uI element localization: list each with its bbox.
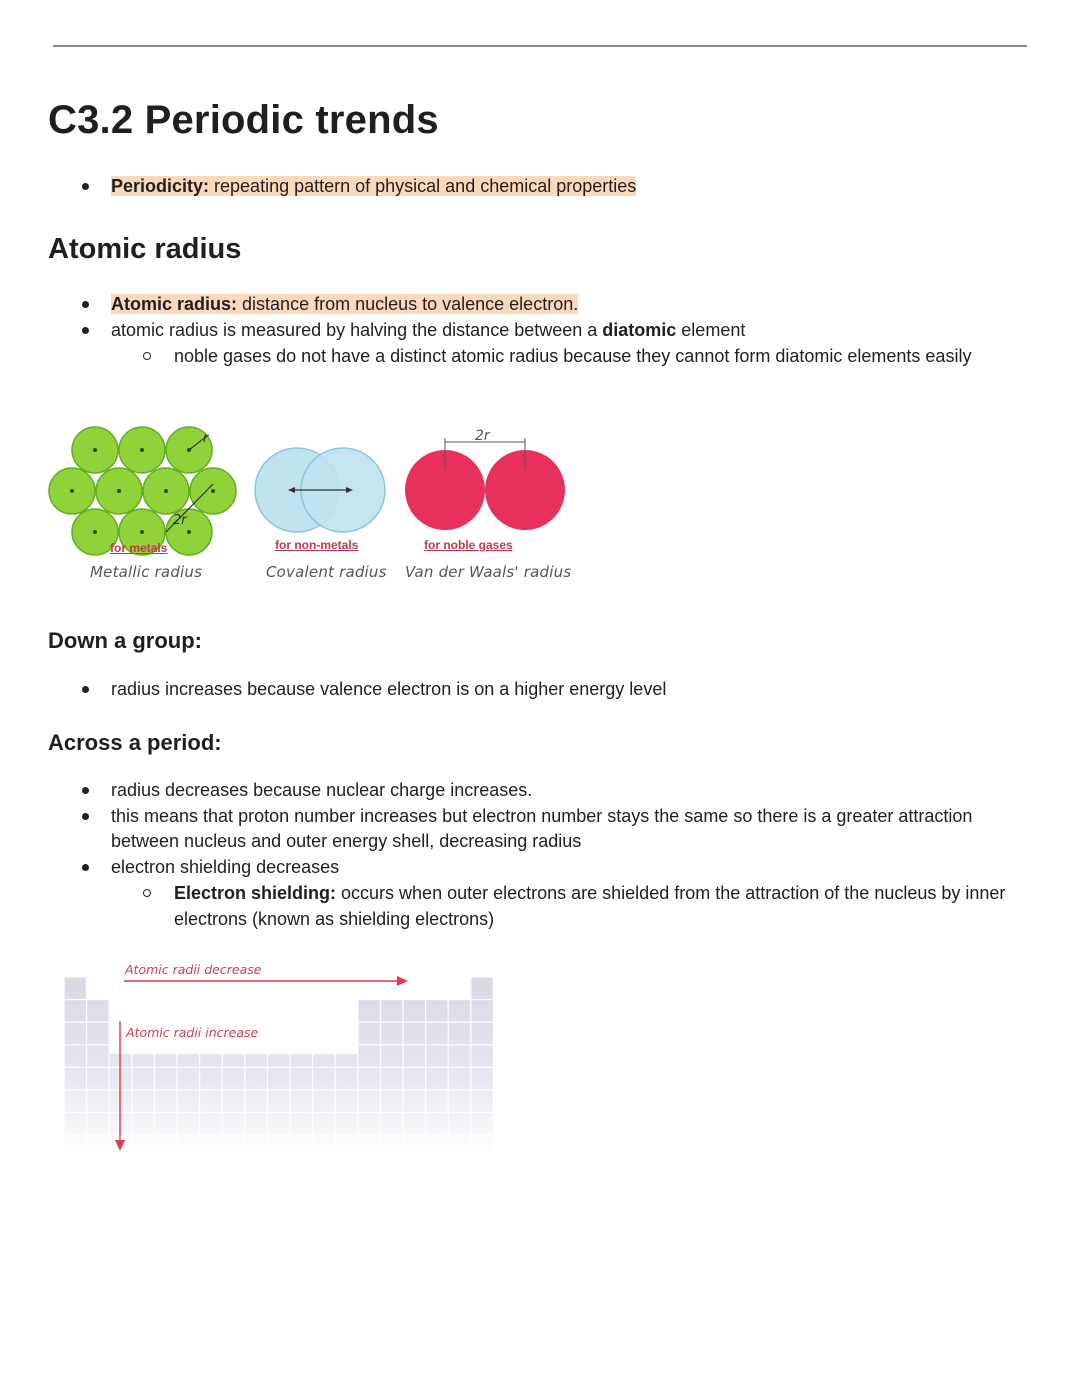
bold-diatomic: diatomic [602, 319, 677, 340]
across-period-sublist [174, 881, 1044, 932]
label-metallic-radius: Metallic radius [90, 563, 203, 581]
label-covalent-radius: Covalent radius [266, 563, 387, 581]
heading-atomic-radius: Atomic radius [48, 233, 242, 265]
atomic-radius-list [111, 292, 1011, 343]
heading-down-a-group: Down a group: [48, 628, 202, 653]
periodic-table-diagram [60, 955, 500, 1155]
definition-periodicity: repeating pattern of physical and chemical properties [209, 176, 637, 196]
intro-list [111, 174, 636, 200]
definition-electron-shielding: occurs when outer electrons are shielded from the attraction of the nucleus by inner electrons (known as shielding electrons) [174, 883, 1006, 929]
caption-for-noble-gases: for noble gases [424, 538, 513, 552]
heading-across-a-period: Across a period: [48, 730, 222, 755]
text: element [676, 319, 746, 340]
list-item [111, 174, 636, 200]
top-rule [53, 45, 1027, 47]
definition-atomic-radius: distance from nucleus to valence electron. [237, 294, 579, 314]
list-item: this means that proton number increases but electron number stays the same so there is a greater attraction between nucleus and outer energy shell, decreasing radius [111, 804, 991, 855]
caption-for-non-metals: for non-metals [275, 538, 359, 552]
label-vdw-radius: Van der Waals' radius [405, 563, 572, 581]
list-item: noble gases do not have a distinct atomic radius because they cannot form diatomic elements easily [174, 344, 994, 370]
metallic-spheres [49, 427, 236, 555]
list-item: electron shielding decreases [111, 855, 991, 881]
list-item: radius increases because valence electron is on a higher energy level [111, 677, 666, 703]
highlight [111, 294, 578, 314]
down-group-list [111, 677, 666, 703]
list-item [111, 318, 1011, 344]
list-item [174, 881, 1044, 932]
vdw-spheres [405, 450, 565, 530]
list-item: radius decreases because nuclear charge increases. [111, 778, 991, 804]
term-atomic-radius: Atomic radius: [111, 294, 238, 314]
highlight [111, 176, 636, 196]
two-r-text: 2r [173, 513, 187, 528]
atomic-radius-sublist [174, 344, 994, 370]
vdw-two-r-text: 2r [475, 428, 490, 444]
list-item [111, 292, 1011, 318]
label-atomic-radii-increase: Atomic radii increase [126, 1025, 259, 1040]
across-period-list [111, 778, 991, 881]
term-electron-shielding: Electron shielding: [174, 883, 337, 903]
r-text: r [203, 431, 209, 446]
term-periodicity: Periodicity: [111, 176, 210, 196]
page-title: C3.2 Periodic trends [48, 98, 439, 142]
caption-for-metals: for metals [110, 541, 168, 555]
label-atomic-radii-decrease: Atomic radii decrease [125, 962, 262, 977]
text: atomic radius is measured by halving the distance between a [111, 319, 603, 340]
